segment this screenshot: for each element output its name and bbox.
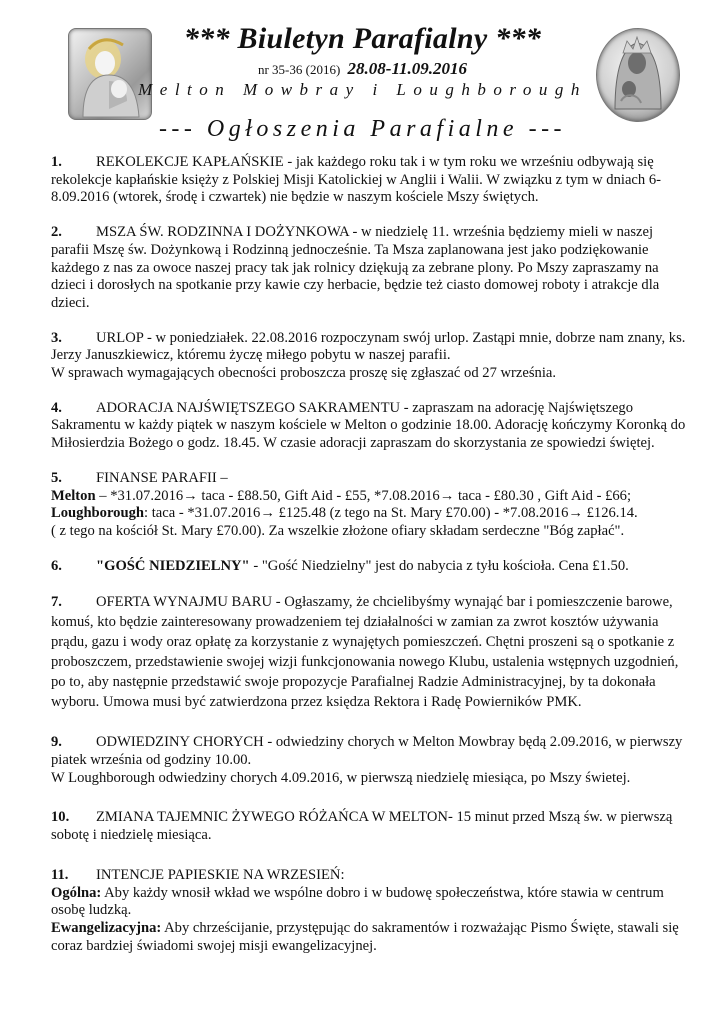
announcement-number: 6. xyxy=(51,557,62,574)
announcement-number: 5. xyxy=(51,469,62,486)
bulletin-title: *** Biuletyn Parafialny *** xyxy=(183,22,542,55)
finance-melton-line xyxy=(51,488,687,506)
announcement-title: ZMIANA TAJEMNIC ŻYWEGO RÓŻAŃCA W MELTON xyxy=(96,809,448,826)
announcement-number: 3. xyxy=(51,329,62,346)
announcement-number: 7. xyxy=(51,594,62,611)
announcement-text: - zapraszam na adorację Najświętszego Sakramentu w każdy piątek w naszym kościele w Melton o godzinie 18.00. Adorację kończymy Koronką do Miłosierdzia Bożego o godz. 18.45. W czasie adoracji zapraszam do skorzystania ze spowiedzi świętej. xyxy=(51,399,686,452)
announcement-text: - odwiedziny chorych w Melton Mowbray będą 2.09.2016, w pierwszy piatek września od godziny 10.00. xyxy=(51,734,683,769)
issue-dates: 28.08-11.09.2016 xyxy=(347,59,468,78)
announcement-text: - w niedzielę 11. września będziemy mieli w naszej parafii Mszę św. Dożynkową i Rodzinną jednocześnie. Ta Msza zaplanowana jest jako podziękowanie każdego z nas za owoce naszej pracy tak jak rolnicy dziękują za zebrane plony. Po Mszy zapraszamy na dzieci i dorosłych na spotkanie przy kawie czy herbacie, będzie też ciasto domowej roboty i atrakcje dla dzieci. xyxy=(51,224,660,311)
announcement-title: OFERTA WYNAJMU BARU xyxy=(96,594,273,611)
announcement-text-line: W Loughborough odwiedziny chorych 4.09.2016, w pierwszą niedzielę miesiąca, po Mszy świetej. xyxy=(51,769,631,786)
announcement-title: URLOP xyxy=(96,329,144,346)
intention-general-label: Ogólna: xyxy=(51,884,102,901)
parish-location: Melton Mowbray i Loughborough xyxy=(138,80,587,99)
announcement-number: 10. xyxy=(51,809,70,826)
announcement-6 xyxy=(51,558,687,576)
section-subtitle: --- Ogłoszenia Parafialne --- xyxy=(158,116,567,142)
finance-melton-text: – *31.07.2016→ taca - £88.50, Gift Aid - £55, *7.08.2016→ taca - £80.30 , Gift Aid - £66; xyxy=(95,487,632,504)
announcement-9 xyxy=(51,734,687,787)
finance-loughborough-label: Loughborough xyxy=(51,505,145,522)
intention-evangelization-label: Ewangelizacyjna: xyxy=(51,919,162,936)
announcement-11 xyxy=(51,867,687,956)
announcement-4 xyxy=(51,400,687,453)
issue-number: nr 35-36 (2016) xyxy=(257,62,341,77)
intention-evangelization-text: Aby chrześcijanie, przystępując do sakramentów i rozważając Pismo Święte, stawali się coraz bardziej świadomi swojej misji ewangelizacyjnej. xyxy=(51,919,679,954)
announcement-title: ADORACJA NAJŚWIĘTSZEGO SAKRAMENTU xyxy=(96,399,401,416)
intention-general-text: Aby każdy wnosił wkład we wspólne dobro i w budowę społeczeństwa, które stawia w centrum osobę ludzką. xyxy=(51,884,664,919)
announcement-number: 4. xyxy=(51,399,62,416)
finance-loughborough-text: : taca - *31.07.2016→ £125.48 (z tego na St. Mary £70.00) - *7.08.2016→ £126.14. xyxy=(144,505,638,522)
announcement-text: - "Gość Niedzielny" jest do nabycia z tyłu kościoła. Cena £1.50. xyxy=(249,557,629,574)
finance-loughborough-line xyxy=(51,505,687,523)
intention-general xyxy=(51,885,687,920)
announcement-number: 9. xyxy=(51,734,62,751)
announcement-3 xyxy=(51,330,687,383)
announcement-5 xyxy=(51,470,687,541)
announcement-title: INTENCJE PAPIESKIE NA WRZESIEŃ: xyxy=(96,866,345,883)
announcement-2 xyxy=(51,224,687,313)
announcement-text-line: W sprawach wymagających obecności proboszcza proszę się zgłaszać od 27 września. xyxy=(51,365,557,382)
announcement-title: FINANSE PARAFII – xyxy=(96,469,228,486)
announcement-1 xyxy=(51,154,687,207)
announcement-number: 1. xyxy=(51,154,62,170)
announcement-number: 11. xyxy=(51,866,69,883)
announcement-text: - Ogłaszamy, że chcielibyśmy wynająć bar i pomieszczenie barowe, komuś, kto będzie zainteresowany prowadzeniem tej działalności w zamian za zwrot kosztów używania prądu, gazu i wody oraz opłatę za korzystanie z wynajętych pomieszczeń. Chętni proszeni są o spotkanie z proboszczem, przedstawienie swojej wizji funkcjonowania nowego Klubu, ustalenia wstępnych uzgodnień, po to, aby następnie przedstawić swoje propozycje Parafialnej Radzie Administracyjnej, by ta dokonała wyboru. Umowa musi być zatwierdzona przez księdza Rektora i Radę Powierników PMK. xyxy=(51,594,679,711)
announcement-text: - jak każdego roku tak i w tym roku we wrześniu odbywają się rekolekcje kapłańskie księży z Polskiej Misji Katolickiej w Anglii i Walii. W związku z tym w dniach 6-8.09.2016 (wtorek, środę i czwartek) nie będzie w naszym kościele Mszy świętych. xyxy=(51,154,662,206)
announcement-7 xyxy=(51,592,687,712)
announcement-title: "GOŚĆ NIEDZIELNY" xyxy=(96,557,250,574)
announcement-number: 2. xyxy=(51,224,62,241)
announcement-text: - w poniedziałek. 22.08.2016 rozpoczynam swój urlop. Zastąpi mnie, dobrze nam znany, ks. Jerzy Januszkiewicz, któremu życzę miłego pobytu w naszej parafii. xyxy=(51,329,686,364)
finance-thanks-line: ( z tego na kościół St. Mary £70.00). Za wszelkie złożone ofiary składam serdeczne "Bóg zapłać". xyxy=(51,522,625,539)
bulletin-header xyxy=(0,0,725,150)
announcements xyxy=(51,154,687,972)
madonna-icon xyxy=(596,28,680,122)
intention-evangelization xyxy=(51,920,687,955)
announcement-10 xyxy=(51,809,687,844)
finance-melton-label: Melton xyxy=(51,487,96,504)
announcement-text: - 15 minut przed Mszą św. w pierwszą sobotę i niedzielę miesiąca. xyxy=(51,809,673,844)
announcement-title: ODWIEDZINY CHORYCH xyxy=(96,734,264,751)
announcement-title: MSZA ŚW. RODZINNA I DOŻYNKOWA xyxy=(96,224,349,241)
announcement-title: REKOLEKCJE KAPŁAŃSKIE xyxy=(96,154,284,170)
